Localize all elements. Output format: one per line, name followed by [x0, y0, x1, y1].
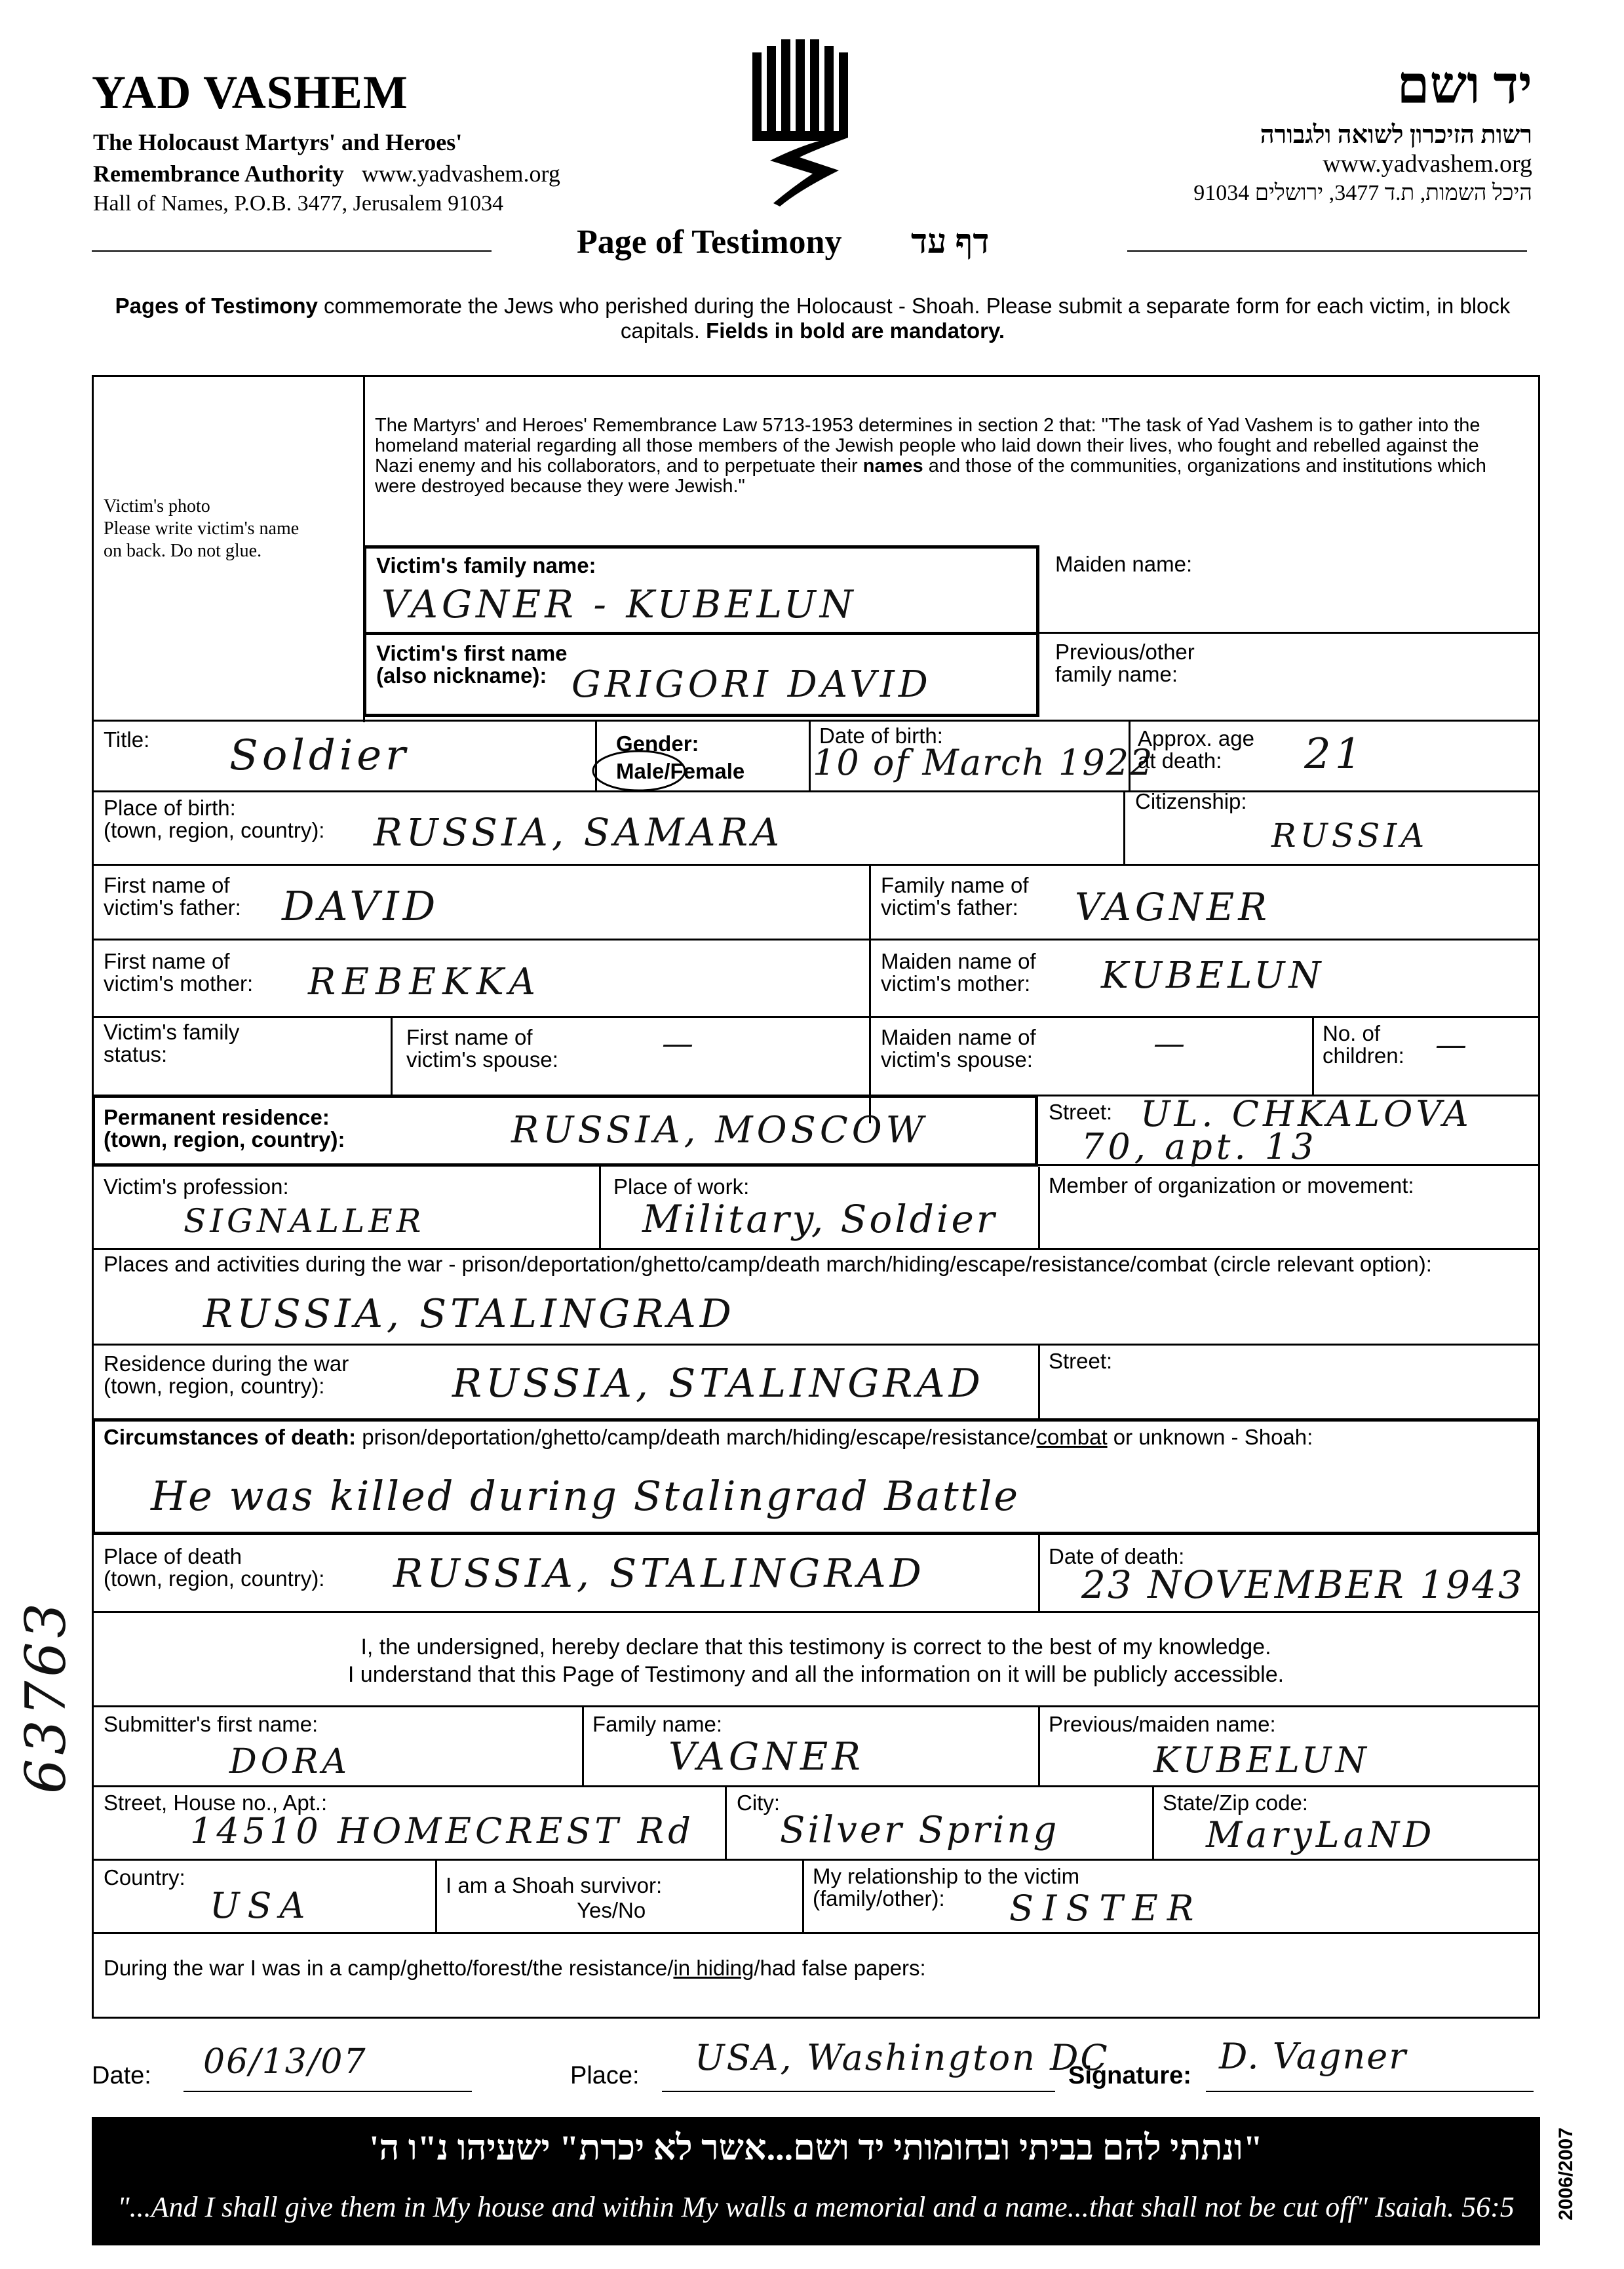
- children-label2: children:: [1323, 1043, 1404, 1068]
- residence-label2: (town, region, country):: [104, 1127, 345, 1152]
- work-value[interactable]: Military, Soldier: [642, 1197, 997, 1241]
- sub-div2: [1038, 1705, 1040, 1785]
- sub-street-value[interactable]: 14510 HOMECREST Rd: [190, 1810, 695, 1852]
- maiden-row-bottom: [1039, 632, 1540, 634]
- street-label: Street:: [1049, 1100, 1113, 1124]
- age-value[interactable]: 21: [1304, 730, 1366, 779]
- relation-label1: My relationship to the victim: [813, 1864, 1080, 1888]
- spouse-first-label2: victim's spouse:: [406, 1047, 558, 1072]
- first-name-label: [376, 642, 568, 687]
- heb-website[interactable]: www.yadvashem.org: [1323, 150, 1532, 178]
- spouse-first-value[interactable]: —: [662, 1025, 697, 1062]
- law-text-bold: names: [862, 456, 923, 476]
- residence-label1: Permanent residence:: [104, 1105, 330, 1129]
- mother-maiden-value[interactable]: KUBELUN: [1101, 954, 1325, 997]
- street-value-line2[interactable]: 70, apt. 13: [1081, 1126, 1318, 1167]
- margin-year-stamp: 2006/2007: [1555, 2127, 1577, 2221]
- pob-value[interactable]: RUSSIA, SAMARA: [374, 810, 784, 855]
- title-value[interactable]: Soldier: [229, 731, 410, 780]
- war-res-label: [104, 1353, 349, 1397]
- country-div2: [802, 1859, 804, 1932]
- prev-name-label1: Previous/other: [1055, 640, 1195, 664]
- circ-label-bold: Circumstances of death:: [104, 1425, 357, 1449]
- relation-label2: (family/other):: [813, 1886, 945, 1910]
- during-war-post: /had false papers:: [754, 1956, 926, 1980]
- father-family-label: [881, 874, 1029, 919]
- intro-text: [98, 294, 1527, 343]
- sub-street-label: Street, House no., Apt.:: [104, 1791, 328, 1815]
- war-res-div: [1038, 1344, 1040, 1420]
- sub-first-label: Submitter's first name:: [104, 1712, 319, 1736]
- org-line2-row: [93, 160, 560, 187]
- sub-family-value[interactable]: VAGNER: [668, 1734, 864, 1779]
- relation-value[interactable]: SISTER: [1009, 1888, 1203, 1929]
- org-line1: The Holocaust Martyrs' and Heroes': [93, 129, 463, 155]
- page-title: Page of Testimony: [577, 223, 842, 261]
- heb-org-name: יד ושם: [1397, 57, 1532, 115]
- law-text: [375, 416, 1515, 497]
- mother-first-label: [104, 950, 253, 995]
- sub-country-label: Country:: [104, 1865, 185, 1890]
- profession-label: Victim's profession:: [104, 1174, 289, 1199]
- pob-div: [1123, 790, 1125, 864]
- dob-value[interactable]: 10 of March 1922: [813, 742, 1154, 783]
- declaration-line1: I, the undersigned, hereby declare that this testimony is correct to the best of my knowledge.: [360, 1635, 1271, 1659]
- first-name-label2: (also nickname):: [376, 663, 547, 688]
- signature-line: [1206, 2091, 1534, 2092]
- prev-name-label: [1055, 641, 1195, 686]
- place-line: [662, 2091, 1055, 2092]
- addr-bottom: [92, 1859, 1540, 1861]
- pod-label: [104, 1545, 324, 1590]
- date-label: Date:: [92, 2062, 151, 2089]
- declaration-line2: I understand that this Page of Testimony and all the information on it will be publicly accessible.: [347, 1662, 1285, 1687]
- prev-name-label2: family name:: [1055, 662, 1178, 686]
- survivor-label: I am a Shoah survivor:: [446, 1873, 663, 1897]
- profession-value[interactable]: SIGNALLER: [184, 1202, 425, 1240]
- gender-options[interactable]: Male/Female: [616, 759, 745, 783]
- intro-body: commemorate the Jews who perished during the Holocaust - Shoah. Please submit a separate form for each victim, in block capitals.: [317, 294, 1511, 343]
- name-section-bottom: [92, 720, 1540, 722]
- margin-number: 6376З: [14, 1599, 78, 1794]
- country-div1: [435, 1859, 437, 1932]
- title-rule-left: [92, 250, 492, 252]
- photo-line2: Please write victim's name: [104, 518, 300, 539]
- pod-label2: (town, region, country):: [104, 1566, 325, 1591]
- residence-value[interactable]: RUSSIA, MOSCOW: [511, 1109, 928, 1152]
- during-war-hiding: in hiding: [673, 1956, 754, 1980]
- children-value[interactable]: —: [1435, 1026, 1471, 1063]
- age-label2: at death:: [1138, 748, 1222, 773]
- children-label: [1323, 1022, 1404, 1067]
- family-status-label2: status:: [104, 1042, 168, 1066]
- page-title-hebrew: דף עד: [911, 223, 990, 261]
- citizenship-value[interactable]: RUSSIA: [1271, 817, 1429, 855]
- work-label: Place of work:: [613, 1174, 750, 1199]
- circumstances-value[interactable]: He was killed during Stalingrad Battle: [151, 1472, 1020, 1520]
- father-first-label1: First name of: [104, 873, 230, 897]
- pod-label1: Place of death: [104, 1544, 242, 1568]
- prof-div2: [1038, 1167, 1040, 1248]
- sub-state-label: State/Zip code:: [1163, 1791, 1308, 1815]
- place-value[interactable]: USA, Washington DC: [695, 2037, 1110, 2078]
- intro-bold-end: Fields in bold are mandatory.: [706, 319, 1005, 343]
- war-res-label2: (town, region, country):: [104, 1374, 325, 1398]
- mother-first-label1: First name of: [104, 949, 230, 973]
- pob-label1: Place of birth:: [104, 796, 236, 820]
- survivor-options[interactable]: Yes/No: [577, 1898, 646, 1922]
- sub-first-value[interactable]: DORA: [229, 1742, 351, 1781]
- residence-label: [104, 1106, 345, 1151]
- org-line2: Remembrance Authority: [93, 161, 344, 187]
- father-family-value[interactable]: VAGNER: [1075, 885, 1271, 929]
- family-status-label: [104, 1021, 239, 1066]
- banner-hebrew: "ונתתי להם בביתי ובחומותי יד ושם...אשר לא יכרת" ישעיהו נ"ו ה': [369, 2128, 1263, 2167]
- family-status-label1: Victim's family: [104, 1020, 240, 1044]
- street-value-line1[interactable]: UL. CHKALOVA: [1140, 1093, 1473, 1134]
- title-rule-right: [1127, 250, 1527, 252]
- father-family-label1: Family name of: [881, 873, 1029, 897]
- pod-div: [1038, 1535, 1040, 1611]
- war-res-label1: Residence during the war: [104, 1351, 349, 1376]
- photo-box[interactable]: [104, 495, 299, 562]
- heb-address: היכל השמות, ת.ד 3477, ירושלים 91034: [1193, 181, 1532, 205]
- father-first-value[interactable]: DAVID: [282, 882, 440, 930]
- spouse-maiden-label: [881, 1026, 1036, 1071]
- mother-first-label2: victim's mother:: [104, 971, 254, 996]
- org-website[interactable]: www.yadvashem.org: [361, 161, 560, 187]
- family-name-value[interactable]: VAGNER - KUBELUN: [381, 582, 857, 627]
- dod-label: Date of death:: [1049, 1544, 1185, 1568]
- signature-label: Signature:: [1068, 2062, 1191, 2089]
- sub-div1: [582, 1705, 584, 1785]
- date-value[interactable]: 06/13/07: [203, 2042, 367, 2082]
- circ-label: [104, 1426, 1313, 1448]
- spouse-div1: [391, 1016, 393, 1095]
- dod-value[interactable]: 23 NOVEMBER 1943: [1081, 1562, 1524, 1607]
- places-row-bottom: [92, 1344, 1540, 1346]
- prof-div1: [599, 1167, 601, 1248]
- father-div: [869, 864, 871, 1123]
- war-res-value[interactable]: RUSSIA, STALINGRAD: [452, 1361, 984, 1406]
- circ-label-pre: prison/deportation/ghetto/camp/death march/hiding/escape/resistance/: [356, 1425, 1037, 1449]
- pod-row-bottom: [92, 1611, 1540, 1613]
- father-family-label2: victim's father:: [881, 895, 1018, 920]
- yad-vashem-logo: [734, 39, 865, 210]
- spouse-maiden-label1: Maiden name of: [881, 1025, 1036, 1049]
- banner-english: "...And I shall give them in My house and within My walls a memorial and a name...that shall not be cut off" Isaiah. 56:5: [117, 2191, 1515, 2223]
- gender-label: Gender:: [616, 731, 699, 756]
- children-label1: No. of: [1323, 1021, 1381, 1045]
- gender-circle: [590, 747, 688, 793]
- org-address: Hall of Names, P.O.B. 3477, Jerusalem 91034: [93, 191, 504, 216]
- heb-org-line1: רשות הזיכרון לשואה ולגבורה: [1260, 121, 1532, 149]
- pob-label: [104, 797, 324, 842]
- addr-div2: [1152, 1785, 1154, 1859]
- member-label: Member of organization or movement:: [1049, 1173, 1414, 1197]
- law-text-part1: The Martyrs' and Heroes' Remembrance Law 5713-1953 determines in section 2 that: "The task of Yad Vashem is to gather into the homeland material regarding all those members of the Jewish people who laid down their lives, who fought and rebelled against the Nazi enemy and his collaborators, and to perpetuate their: [375, 415, 1480, 476]
- spouse-first-label: [406, 1026, 558, 1071]
- spouse-maiden-label2: victim's spouse:: [881, 1047, 1033, 1072]
- photo-line3: on back. Do not glue.: [104, 541, 262, 561]
- mother-row-bottom: [92, 1016, 1540, 1018]
- country-bottom: [92, 1932, 1540, 1934]
- intro-bold-start: Pages of Testimony: [115, 294, 318, 318]
- signature-value[interactable]: D. Vagner: [1219, 2036, 1408, 2077]
- family-name-label: Victim's family name:: [376, 553, 596, 577]
- sub-prev-value[interactable]: KUBELUN: [1153, 1739, 1370, 1781]
- during-war-pre: During the war I was in a camp/ghetto/forest/the resistance/: [104, 1956, 674, 1980]
- sub-prev-label: Previous/maiden name:: [1049, 1712, 1276, 1736]
- pob-row-bottom: [92, 864, 1540, 866]
- mother-maiden-label1: Maiden name of: [881, 949, 1036, 973]
- father-row-bottom: [92, 939, 1540, 941]
- age-label: [1138, 727, 1254, 772]
- sub-city-label: City:: [737, 1791, 780, 1815]
- place-label: Place:: [570, 2062, 640, 2089]
- org-name: YAD VASHEM: [92, 66, 408, 119]
- title-div2: [809, 720, 811, 790]
- prof-row-bottom: [92, 1248, 1540, 1250]
- sub-city-value[interactable]: Silver Spring: [780, 1809, 1060, 1852]
- father-first-label: [104, 874, 241, 919]
- mother-maiden-label: [881, 950, 1036, 995]
- law-text-part2: and those of the communities, organizations and institutions which were destroyed because they were Jewish.": [375, 456, 1486, 497]
- first-name-value[interactable]: GRIGORI DAVID: [571, 663, 932, 706]
- dob-label: Date of birth:: [819, 724, 943, 748]
- spouse-first-label1: First name of: [406, 1025, 533, 1049]
- places-label: Places and activities during the war - prison/deportation/ghetto/camp/death march/hiding/escape/resistance/combat (circle relevant option):: [104, 1252, 1432, 1276]
- pob-label2: (town, region, country):: [104, 818, 325, 842]
- father-first-label2: victim's father:: [104, 895, 241, 920]
- sub-country-value[interactable]: USA: [210, 1885, 313, 1926]
- circ-label-post: or unknown - Shoah:: [1107, 1425, 1313, 1449]
- circ-label-combat: combat: [1036, 1425, 1108, 1449]
- photo-line1: Victim's photo: [104, 496, 210, 516]
- sub-name-bottom: [92, 1785, 1540, 1787]
- spouse-maiden-value[interactable]: —: [1153, 1025, 1189, 1062]
- mother-first-value[interactable]: REBEKKA: [308, 961, 542, 1003]
- sub-family-label: Family name:: [592, 1712, 723, 1736]
- addr-div1: [725, 1785, 727, 1859]
- war-street-label: Street:: [1049, 1349, 1113, 1373]
- declaration: [92, 1633, 1540, 1688]
- spouse-div2: [1312, 1016, 1314, 1095]
- date-line: [184, 2091, 472, 2092]
- declaration-bottom: [92, 1705, 1540, 1707]
- title-label: Title:: [104, 727, 150, 752]
- during-war-label: [104, 1957, 926, 1979]
- mother-maiden-label2: victim's mother:: [881, 971, 1031, 996]
- maiden-name-label: Maiden name:: [1055, 552, 1193, 576]
- quote-banner: [92, 2117, 1540, 2245]
- first-name-label1: Victim's first name: [376, 641, 568, 665]
- age-label1: Approx. age: [1138, 726, 1254, 750]
- places-value[interactable]: RUSSIA, STALINGRAD: [203, 1291, 735, 1337]
- title-row-bottom: [92, 790, 1540, 792]
- victim-name-divider: [363, 632, 1039, 635]
- sub-state-value[interactable]: MaryLaND: [1206, 1814, 1436, 1855]
- citizenship-label: Citizenship:: [1135, 789, 1247, 813]
- pod-value[interactable]: RUSSIA, STALINGRAD: [393, 1551, 925, 1597]
